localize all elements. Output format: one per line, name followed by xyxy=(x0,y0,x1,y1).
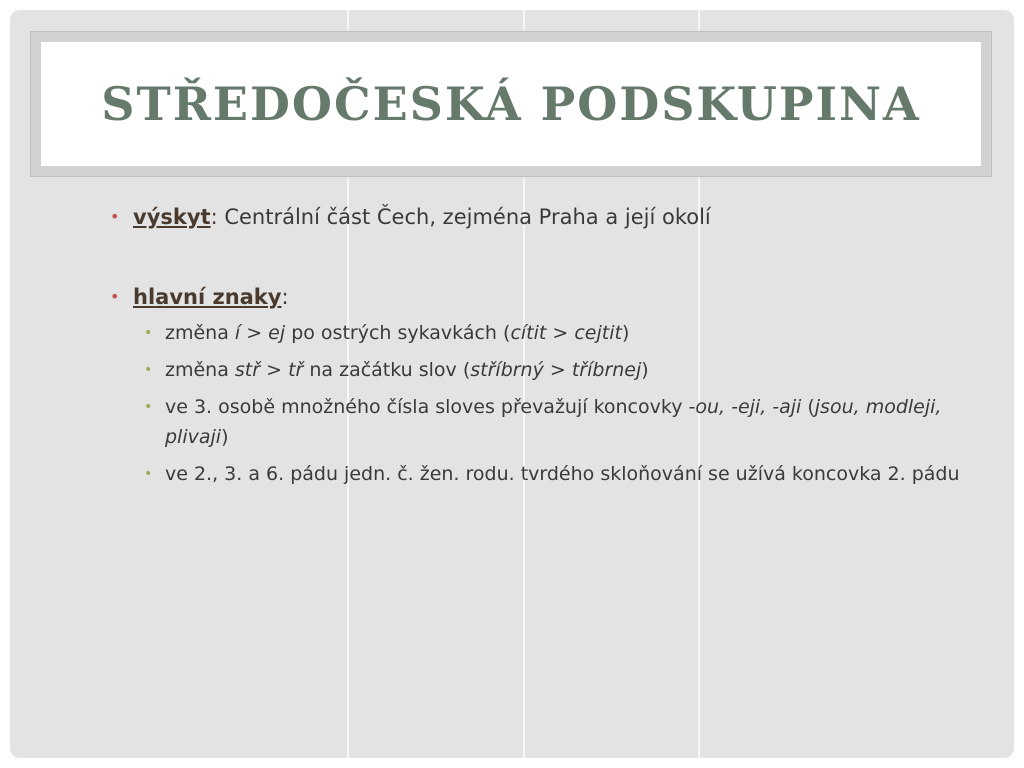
title-frame xyxy=(30,31,992,177)
sub-bullet-dot: • xyxy=(144,325,153,341)
example-text: stř > tř xyxy=(234,359,304,381)
bullet-item-vyskyt xyxy=(108,202,978,232)
sub-bullet-text: ( xyxy=(801,396,815,418)
sub-bullet-dot: • xyxy=(144,399,153,415)
bullet-dot: • xyxy=(110,207,120,226)
bullet-keyword: hlavní znaky xyxy=(133,285,282,309)
sub-bullet-item xyxy=(108,355,978,385)
bullet-text: Centrální část Čech, zejména Praha a její okolí xyxy=(217,205,711,229)
sub-bullet-text: změna xyxy=(165,322,235,344)
example-text: cítit > cejtit xyxy=(510,322,622,344)
sub-bullet-dot: • xyxy=(144,362,153,378)
title-box xyxy=(41,42,981,166)
bullet-colon: : xyxy=(210,205,218,229)
bullet-list xyxy=(108,202,978,496)
bullet-dot: • xyxy=(110,287,120,306)
sub-bullet-text: ) xyxy=(621,322,630,344)
bullet-item-hlavni-znaky xyxy=(108,282,978,312)
example-text: -ou, -eji, -aji xyxy=(688,396,802,418)
sub-bullet-dot: • xyxy=(144,466,153,482)
sub-bullet-text: ve 3. osobě množného čísla sloves převažují koncovky xyxy=(165,396,689,418)
sub-bullet-text: na začátku slov ( xyxy=(303,359,471,381)
sub-bullet-item xyxy=(108,392,978,452)
sub-bullet-list xyxy=(108,318,978,489)
sub-bullet-text: ve 2., 3. a 6. pádu jedn. č. žen. rodu. tvrdého skloňování se užívá koncovka 2. pádu xyxy=(165,463,960,485)
slide-title: STŘEDOČESKÁ PODSKUPINA xyxy=(101,77,921,131)
example-text: stříbrný > tříbrnej xyxy=(470,359,642,381)
bullet-keyword: výskyt xyxy=(133,205,211,229)
sub-bullet-text: ) xyxy=(641,359,649,381)
sub-bullet-item xyxy=(108,459,978,489)
example-text: jsou, modleji, plivaji xyxy=(165,396,948,448)
sub-bullet-text: ) xyxy=(221,426,229,448)
sub-bullet-item xyxy=(108,318,978,348)
sub-bullet-text: změna xyxy=(165,359,235,381)
bullet-colon: : xyxy=(281,285,289,309)
slide xyxy=(10,10,1014,758)
example-text: í > ej xyxy=(234,322,286,344)
sub-bullet-text: po ostrých sykavkách ( xyxy=(285,322,511,344)
